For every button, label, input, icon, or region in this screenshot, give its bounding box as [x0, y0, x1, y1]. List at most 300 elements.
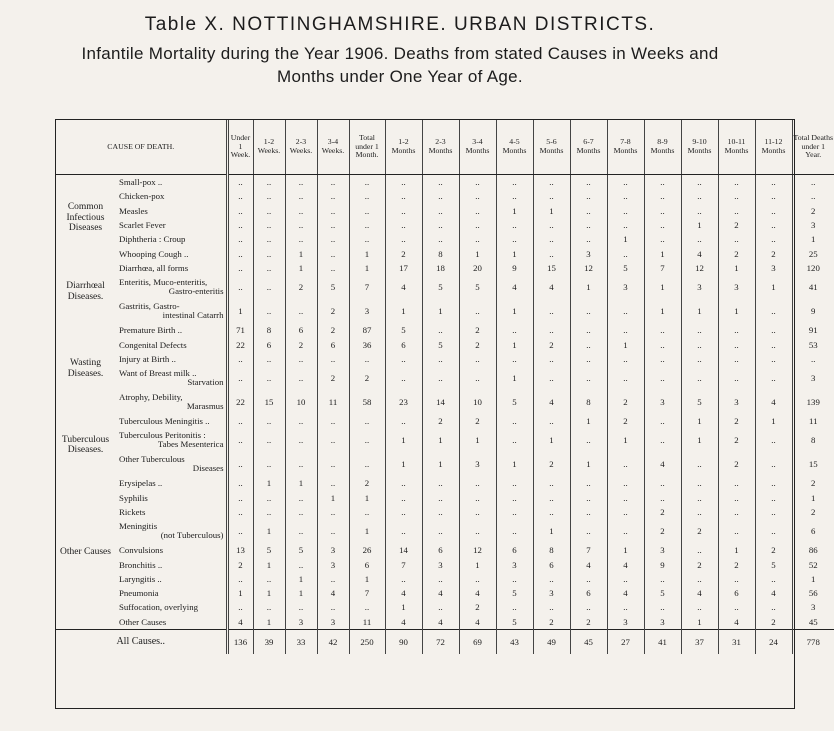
cause-cell [115, 275, 227, 299]
value-cell: 5 [496, 615, 533, 630]
value-cell: .. [349, 414, 385, 428]
table-row [56, 519, 834, 543]
value-cell: .. [533, 476, 570, 490]
value-cell: .. [718, 232, 755, 246]
value-cell: .. [644, 600, 681, 614]
value-cell: .. [570, 218, 607, 232]
value-cell: .. [285, 600, 317, 614]
value-cell: .. [570, 232, 607, 246]
cause-cell: Suffocation, overlying [119, 602, 198, 613]
value-cell: .. [718, 366, 755, 390]
table-row [56, 390, 834, 414]
value-cell: 139 [792, 390, 834, 414]
value-cell: 4 [385, 586, 422, 600]
value-cell: .. [533, 246, 570, 260]
value-cell: 71 [227, 323, 253, 337]
value-cell: .. [681, 491, 718, 505]
value-cell: .. [570, 337, 607, 351]
value-cell: .. [349, 175, 385, 190]
value-cell: 11 [317, 390, 349, 414]
value-cell: 4 [385, 275, 422, 299]
value-cell: 90 [385, 629, 422, 654]
value-cell: .. [755, 600, 792, 614]
cause-cell: Tuberculous Meningitis .. [119, 416, 210, 427]
value-cell: .. [253, 175, 285, 190]
value-cell: .. [227, 476, 253, 490]
value-cell: 6 [385, 337, 422, 351]
value-cell: .. [533, 600, 570, 614]
value-cell: .. [385, 491, 422, 505]
value-cell: .. [227, 414, 253, 428]
value-cell: .. [349, 189, 385, 203]
value-cell: .. [533, 352, 570, 366]
value-cell: .. [285, 189, 317, 203]
value-cell: 8 [422, 246, 459, 260]
header-col-11: 6-7 Months [570, 120, 607, 175]
value-cell: .. [227, 246, 253, 260]
value-cell: 15 [792, 452, 834, 476]
value-cell: 2 [681, 519, 718, 543]
value-cell: .. [681, 366, 718, 390]
value-cell: .. [459, 204, 496, 218]
value-cell: 12 [570, 261, 607, 275]
value-cell: 1 [385, 600, 422, 614]
value-cell: 24 [755, 629, 792, 654]
value-cell: 2 [459, 414, 496, 428]
value-cell: 1 [285, 261, 317, 275]
value-cell: .. [253, 232, 285, 246]
value-cell: .. [422, 352, 459, 366]
value-cell: 4 [718, 615, 755, 630]
value-cell: .. [718, 189, 755, 203]
value-cell: .. [792, 175, 834, 190]
value-cell: 2 [317, 299, 349, 323]
value-cell: 1 [755, 414, 792, 428]
value-cell: .. [385, 505, 422, 519]
value-cell: 1 [681, 299, 718, 323]
value-cell: 778 [792, 629, 834, 654]
value-cell: 11 [349, 615, 385, 630]
value-cell: 4 [459, 615, 496, 630]
value-cell: 2 [533, 337, 570, 351]
value-cell: 3 [681, 275, 718, 299]
value-cell: .. [285, 299, 317, 323]
cause-cell [115, 428, 227, 452]
value-cell: 2 [459, 323, 496, 337]
value-cell: .. [317, 600, 349, 614]
value-cell: .. [285, 175, 317, 190]
value-cell: .. [570, 189, 607, 203]
value-cell: 7 [349, 275, 385, 299]
value-cell: 4 [755, 586, 792, 600]
value-cell: 5 [681, 390, 718, 414]
value-cell: 5 [317, 275, 349, 299]
value-cell: .. [681, 175, 718, 190]
value-cell: 2 [385, 246, 422, 260]
value-cell: 3 [718, 275, 755, 299]
cause-line: Atrophy, Debility, [119, 391, 183, 402]
cause-cell: Whooping Cough .. [119, 248, 189, 259]
group-label: Diarrhœal Diseases. [66, 281, 105, 302]
value-cell: 23 [385, 390, 422, 414]
value-cell: 1 [570, 275, 607, 299]
header-cause: CAUSE OF DEATH. [56, 120, 227, 175]
value-cell: .. [317, 175, 349, 190]
value-cell: 2 [718, 218, 755, 232]
value-cell: .. [317, 428, 349, 452]
value-cell: .. [792, 352, 834, 366]
value-cell: 56 [792, 586, 834, 600]
value-cell: 2 [755, 246, 792, 260]
value-cell: .. [227, 275, 253, 299]
cause-cell [115, 299, 227, 323]
cause-cell: Injury at Birth .. [119, 353, 176, 364]
value-cell: 1 [459, 557, 496, 571]
value-cell: .. [317, 218, 349, 232]
header-col-16: 11-12 Months [755, 120, 792, 175]
value-cell: .. [755, 352, 792, 366]
value-cell: .. [681, 352, 718, 366]
value-cell: 3 [317, 543, 349, 557]
value-cell: 1 [755, 275, 792, 299]
value-cell: .. [570, 572, 607, 586]
table-subtitle-line2: Months under One Year of Age. [277, 67, 523, 86]
value-cell: .. [681, 204, 718, 218]
value-cell: .. [718, 505, 755, 519]
value-cell: 3 [317, 557, 349, 571]
value-cell: 2 [718, 414, 755, 428]
value-cell: 2 [644, 519, 681, 543]
value-cell: 1 [607, 543, 644, 557]
table-row [56, 557, 834, 571]
value-cell: 1 [253, 519, 285, 543]
value-cell: .. [644, 428, 681, 452]
cause-line: Gastro-enteritis [168, 286, 224, 297]
value-cell: 5 [422, 337, 459, 351]
cause-line: Starvation [187, 376, 224, 387]
value-cell: .. [755, 491, 792, 505]
value-cell: 14 [422, 390, 459, 414]
table-row [56, 246, 834, 260]
value-cell: 4 [607, 586, 644, 600]
value-cell: .. [317, 505, 349, 519]
value-cell: 3 [644, 615, 681, 630]
value-cell: .. [317, 261, 349, 275]
value-cell: .. [422, 218, 459, 232]
value-cell: 6 [285, 323, 317, 337]
value-cell: .. [607, 246, 644, 260]
value-cell: .. [755, 204, 792, 218]
value-cell: .. [681, 323, 718, 337]
value-cell: .. [227, 352, 253, 366]
value-cell: .. [459, 299, 496, 323]
cause-cell: Laryngitis .. [119, 573, 162, 584]
value-cell: 4 [422, 586, 459, 600]
value-cell: .. [253, 299, 285, 323]
value-cell: .. [285, 491, 317, 505]
value-cell: 1 [349, 261, 385, 275]
value-cell: .. [253, 414, 285, 428]
value-cell: .. [718, 323, 755, 337]
cause-cell: Chicken-pox [119, 191, 165, 202]
value-cell: 2 [607, 414, 644, 428]
value-cell: .. [385, 352, 422, 366]
value-cell: 7 [644, 261, 681, 275]
value-cell: 4 [533, 275, 570, 299]
value-cell: 69 [459, 629, 496, 654]
value-cell: .. [385, 519, 422, 543]
value-cell: .. [533, 299, 570, 323]
value-cell: .. [755, 452, 792, 476]
value-cell: .. [285, 366, 317, 390]
value-cell: .. [422, 232, 459, 246]
table-row [56, 414, 834, 428]
value-cell: 10 [459, 390, 496, 414]
value-cell: .. [755, 337, 792, 351]
value-cell: .. [459, 491, 496, 505]
value-cell: .. [253, 275, 285, 299]
value-cell: 3 [792, 218, 834, 232]
header-col-14: 9-10 Months [681, 120, 718, 175]
value-cell: 39 [253, 629, 285, 654]
value-cell: 3 [422, 557, 459, 571]
value-cell: .. [227, 519, 253, 543]
table-row [56, 189, 834, 203]
value-cell: .. [285, 414, 317, 428]
value-cell: 136 [227, 629, 253, 654]
header-col-6: 1-2 Months [385, 120, 422, 175]
value-cell: 9 [496, 261, 533, 275]
value-cell: .. [385, 232, 422, 246]
value-cell: 6 [496, 543, 533, 557]
value-cell: .. [681, 337, 718, 351]
value-cell: 2 [644, 505, 681, 519]
value-cell: .. [422, 572, 459, 586]
value-cell: .. [755, 572, 792, 586]
value-cell: .. [570, 505, 607, 519]
value-cell: 3 [459, 452, 496, 476]
table-row [56, 352, 834, 366]
value-cell: .. [533, 414, 570, 428]
value-cell: 2 [422, 414, 459, 428]
value-cell: .. [681, 600, 718, 614]
value-cell: .. [496, 505, 533, 519]
value-cell: 4 [422, 615, 459, 630]
cause-cell: Scarlet Fever [119, 220, 166, 231]
value-cell: 43 [496, 629, 533, 654]
cause-cell: Convulsions [119, 545, 163, 556]
value-cell: .. [644, 476, 681, 490]
value-cell: 1 [422, 452, 459, 476]
cause-cell: Pneumonia [119, 588, 159, 599]
value-cell: 2 [792, 476, 834, 490]
value-cell: 52 [792, 557, 834, 571]
value-cell: 1 [285, 586, 317, 600]
value-cell: .. [459, 572, 496, 586]
value-cell: 5 [422, 275, 459, 299]
value-cell: 13 [227, 543, 253, 557]
value-cell: 1 [385, 452, 422, 476]
value-cell: .. [644, 175, 681, 190]
value-cell: .. [496, 572, 533, 586]
value-cell: 1 [718, 299, 755, 323]
value-cell: .. [607, 175, 644, 190]
table-row [56, 543, 834, 557]
value-cell: 8 [570, 390, 607, 414]
value-cell: .. [459, 232, 496, 246]
value-cell: 4 [644, 452, 681, 476]
value-cell: .. [755, 519, 792, 543]
value-cell: .. [607, 352, 644, 366]
value-cell: .. [533, 366, 570, 390]
value-cell: 2 [533, 452, 570, 476]
group-label: Common Infectious Diseases [66, 202, 105, 234]
value-cell: 6 [570, 586, 607, 600]
value-cell: .. [253, 366, 285, 390]
value-cell: .. [422, 491, 459, 505]
value-cell: .. [349, 232, 385, 246]
value-cell: 22 [227, 337, 253, 351]
value-cell: 4 [607, 557, 644, 571]
value-cell: 2 [285, 337, 317, 351]
cause-line: Enteritis, Muco-enteritis, [119, 276, 208, 287]
value-cell: .. [644, 366, 681, 390]
cause-cell: Diarrhœa, all forms [119, 262, 189, 273]
value-cell: 6 [422, 543, 459, 557]
header-col-13: 8-9 Months [644, 120, 681, 175]
value-cell: 1 [459, 246, 496, 260]
table-row [56, 204, 834, 218]
value-cell: 4 [496, 275, 533, 299]
value-cell: 1 [792, 491, 834, 505]
value-cell: 4 [317, 586, 349, 600]
value-cell: 1 [349, 491, 385, 505]
cause-cell: Premature Birth .. [119, 325, 183, 336]
value-cell: .. [227, 572, 253, 586]
value-cell: 1 [533, 204, 570, 218]
value-cell: .. [385, 476, 422, 490]
value-cell: .. [285, 557, 317, 571]
value-cell: .. [570, 366, 607, 390]
value-cell: .. [755, 175, 792, 190]
value-cell: 7 [349, 586, 385, 600]
value-cell: 4 [681, 246, 718, 260]
value-cell: .. [718, 476, 755, 490]
table-row [56, 232, 834, 246]
value-cell: 5 [285, 543, 317, 557]
value-cell: 42 [317, 629, 349, 654]
value-cell: 2 [792, 204, 834, 218]
value-cell: 2 [718, 452, 755, 476]
value-cell: 53 [792, 337, 834, 351]
value-cell: 4 [755, 390, 792, 414]
value-cell: .. [385, 218, 422, 232]
value-cell: 1 [496, 366, 533, 390]
value-cell: 1 [349, 572, 385, 586]
value-cell: 1 [496, 204, 533, 218]
value-cell: 2 [755, 543, 792, 557]
mortality-table [56, 120, 834, 654]
value-cell: .. [681, 505, 718, 519]
value-cell: .. [644, 414, 681, 428]
value-cell: .. [718, 572, 755, 586]
header-col-2: 1-2 Weeks. [253, 120, 285, 175]
value-cell: .. [385, 572, 422, 586]
value-cell: .. [422, 175, 459, 190]
value-cell: 1 [533, 519, 570, 543]
value-cell: 1 [285, 476, 317, 490]
cause-cell: Bronchitis .. [119, 559, 163, 570]
value-cell: .. [317, 189, 349, 203]
table-row [56, 428, 834, 452]
value-cell: .. [570, 476, 607, 490]
table-row [56, 275, 834, 299]
value-cell: .. [533, 189, 570, 203]
value-cell: .. [317, 572, 349, 586]
value-cell: .. [253, 491, 285, 505]
value-cell: 1 [681, 218, 718, 232]
value-cell: 1 [349, 246, 385, 260]
value-cell: 120 [792, 261, 834, 275]
value-cell: .. [607, 505, 644, 519]
value-cell: 1 [385, 428, 422, 452]
table-row [56, 337, 834, 351]
value-cell: .. [681, 189, 718, 203]
value-cell: .. [570, 204, 607, 218]
table-row [56, 505, 834, 519]
header-col-8: 3-4 Months [459, 120, 496, 175]
cause-cell [115, 452, 227, 476]
cause-cell: Measles [119, 205, 148, 216]
value-cell: .. [755, 299, 792, 323]
table-title: Table X. NOTTINGHAMSHIRE. URBAN DISTRICTS. [144, 14, 656, 35]
value-cell: 72 [422, 629, 459, 654]
value-cell: 1 [285, 246, 317, 260]
value-cell: 2 [317, 323, 349, 337]
value-cell: .. [792, 189, 834, 203]
value-cell: 1 [459, 428, 496, 452]
value-cell: 3 [285, 615, 317, 630]
value-cell: .. [285, 232, 317, 246]
value-cell: .. [496, 232, 533, 246]
value-cell: 6 [349, 557, 385, 571]
value-cell: 58 [349, 390, 385, 414]
value-cell: 4 [385, 615, 422, 630]
value-cell: .. [533, 505, 570, 519]
value-cell: .. [533, 323, 570, 337]
value-cell: .. [570, 600, 607, 614]
value-cell: .. [755, 366, 792, 390]
value-cell: .. [385, 175, 422, 190]
value-cell: .. [718, 175, 755, 190]
value-cell: 26 [349, 543, 385, 557]
value-cell: 2 [792, 505, 834, 519]
cause-cell: Diphtheria : Croup [119, 234, 186, 245]
cause-cell [115, 390, 227, 414]
value-cell: 5 [253, 543, 285, 557]
table-row [56, 261, 834, 275]
value-cell: .. [718, 337, 755, 351]
value-cell: .. [718, 600, 755, 614]
cause-line: Tuberculous Peritonitis : [119, 430, 206, 441]
value-cell: 45 [570, 629, 607, 654]
header-col-12: 7-8 Months [607, 120, 644, 175]
value-cell: 4 [681, 586, 718, 600]
value-cell: .. [607, 476, 644, 490]
value-cell: .. [422, 204, 459, 218]
value-cell: 87 [349, 323, 385, 337]
value-cell: .. [459, 476, 496, 490]
